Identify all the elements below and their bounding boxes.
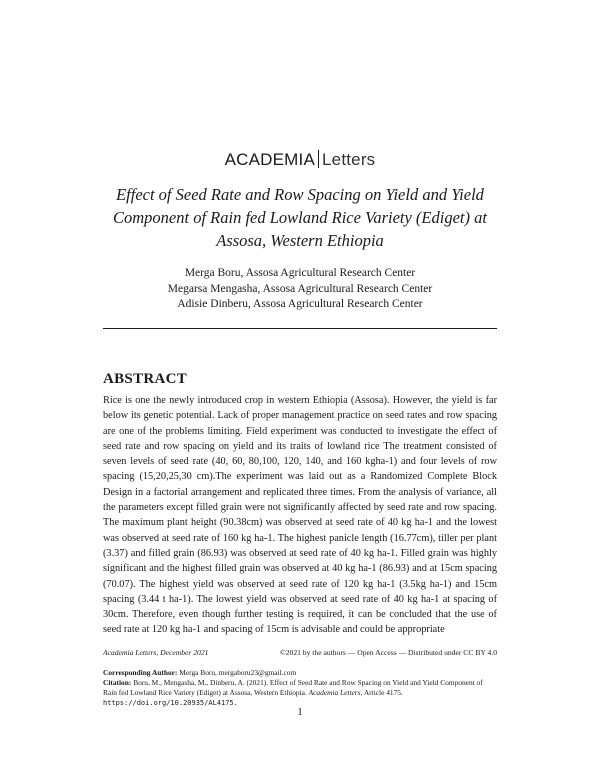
- abstract-heading: ABSTRACT: [103, 371, 188, 387]
- footer-journal-date: Academia Letters, December 2021: [103, 648, 209, 657]
- author-list: [0, 266, 600, 313]
- page-number: 1: [297, 706, 303, 718]
- corresponding-author: [103, 668, 497, 678]
- masthead-separator: [318, 150, 319, 168]
- paper-title: Effect of Seed Rate and Row Spacing on Yield and Yield Component of Rain fed Lowland Rice Variety (Ediget) at Assosa, Western Ethiopia: [113, 185, 487, 250]
- footer-journal-line: [103, 648, 497, 658]
- citation: [103, 678, 497, 708]
- footer-meta: [103, 668, 497, 708]
- citation-article: , Article 4175.: [360, 688, 403, 697]
- doi-link[interactable]: https://doi.org/10.20935/AL4175.: [103, 699, 238, 707]
- corresponding-value: Merga Boru, mergaboru23@gmail.com: [179, 668, 297, 677]
- author-line: Megarsa Mengasha, Assosa Agricultural Research Center: [167, 282, 433, 295]
- title-divider: [103, 328, 497, 329]
- journal-brand: ACADEMIA: [224, 150, 316, 169]
- footer-license: ©2021 by the authors — Open Access — Distributed under CC BY 4.0: [279, 648, 497, 657]
- author-line: Merga Boru, Assosa Agricultural Research Center: [184, 267, 416, 279]
- abstract-body: Rice is one the newly introduced crop in western Ethiopia (Assosa). However, the yield is far below its genetic potential. Lack of proper management practice on seed rates and row spacing are one of the problems limiting. Field experiment was conducted to investigate the effect of seed rate and row spacing on yield and its traits of lowland rice The treatment consisted of seven levels of seed rate (40, 60, 80,100, 120, 140, and 160 kgha-1) and four levels of row spacing (15,20,25,30 cm).The experiment was laid out as a Randomized Complete Block Design in a factorial arrangement and replicated three times. From the analysis of variance, all the parameters except filled grain were not significantly affected by seed rate and row spacing. The maximum plant height (90.38cm) was observed at seed rate of 40 kg ha-1 and the lowest was observed at seed rate of 160 kg ha-1. The highest panicle length (16.77cm), tiller per plant (3.37) and filled grain (86.93) was observed at seed rate of 40 kg ha-1. Filled grain was highly significant and the highest filled grain was observed at 40 kg ha-1 (86.93) and at 15cm spacing (70.07). The highest yield was observed at seed rate of 120 kg ha-1 (3.5kg ha-1) and 15cm spacing (3.44 t ha-1). The lowest yield was observed at seed rate of 40 kg ha-1 at spacing of 30cm. Therefore, even though further testing is required, it can be concluded that the use of seed rate at 120 kg ha-1 and spacing of 15cm is advisable and could be appropriate: [103, 395, 497, 636]
- citation-label: Citation:: [103, 678, 132, 687]
- journal-masthead: [0, 150, 600, 170]
- corresponding-label: Corresponding Author:: [103, 668, 178, 677]
- journal-series: Letters: [322, 150, 376, 169]
- citation-text: Boru, M., Mengasha, M., Dinberu, A. (2021). Effect of Seed Rate and Row Spacing on Yield and Yield Component of Rain fed Lowland Rice Variety (Ediget) at Assosa, Western Ethiopia.: [103, 678, 483, 697]
- author-line: Adisie Dinberu, Assosa Agricultural Research Center: [177, 298, 423, 310]
- citation-journal: Academia Letters: [308, 688, 361, 697]
